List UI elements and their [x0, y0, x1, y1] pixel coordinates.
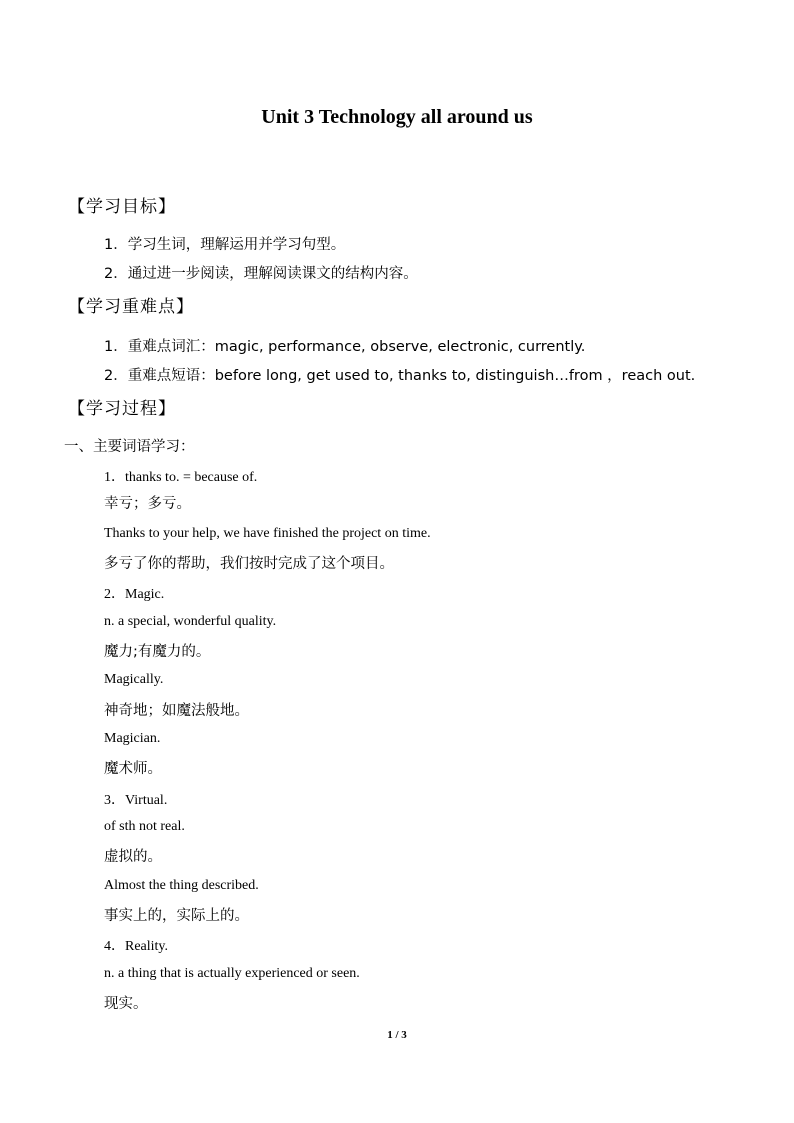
vocab-term: Magically. — [104, 672, 164, 687]
vocab-term: 1．thanks to. = because of. — [104, 470, 258, 485]
section-heading-process: 【学习过程】 — [68, 399, 176, 419]
vocab-definition: Almost the thing described. — [104, 878, 259, 893]
vocab-term: 2．Magic. — [104, 587, 165, 602]
vocab-meaning: 事实上的，实际上的。 — [104, 908, 249, 924]
vocab-example-translation: 多亏了你的帮助，我们按时完成了这个项目。 — [104, 556, 394, 572]
key-point-item: 2．重难点短语：before long, get used to, thanks to, distinguish…from ，reach out. — [104, 368, 696, 384]
vocab-meaning: 幸亏；多亏。 — [104, 496, 191, 512]
vocab-term: 4．Reality. — [104, 939, 169, 954]
vocab-term: 3．Virtual. — [104, 793, 168, 808]
document-title: Unit 3 Technology all around us — [261, 106, 533, 128]
vocab-example: Thanks to your help, we have finished the project on time. — [104, 526, 431, 541]
vocab-definition: of sth not real. — [104, 819, 185, 834]
process-subheading: 一、主要词语学习： — [64, 439, 195, 455]
vocab-meaning: 魔力;有魔力的。 — [104, 644, 211, 660]
section-heading-key-points: 【学习重难点】 — [68, 297, 194, 317]
key-point-item: 1．重难点词汇：magic, performance, observe, electronic, currently. — [104, 339, 586, 355]
vocab-meaning: 虚拟的。 — [104, 849, 162, 865]
section-heading-objectives: 【学习目标】 — [68, 197, 176, 217]
vocab-meaning: 魔术师。 — [104, 761, 162, 777]
vocab-definition: n. a special, wonderful quality. — [104, 614, 277, 629]
vocab-meaning: 现实。 — [104, 996, 148, 1012]
vocab-definition: n. a thing that is actually experienced or seen. — [104, 966, 360, 981]
objective-item: 2．通过进一步阅读，理解阅读课文的结构内容。 — [104, 266, 418, 282]
vocab-term: Magician. — [104, 731, 161, 746]
objective-item: 1．学习生词，理解运用并学习句型。 — [104, 237, 346, 253]
vocab-meaning: 神奇地；如魔法般地。 — [104, 703, 249, 719]
page-number: 1 / 3 — [387, 1029, 407, 1041]
